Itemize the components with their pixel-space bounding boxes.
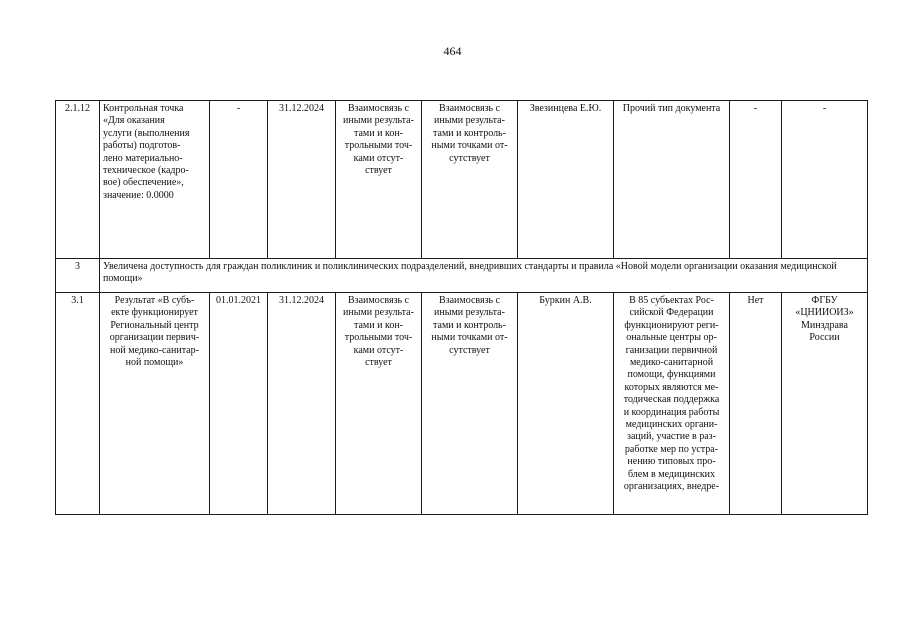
next-link-line: иными результа- [434, 115, 505, 127]
info-system-line: Минздрава [801, 319, 848, 331]
document-line: помощи, функциями [627, 369, 716, 381]
plan-table [55, 100, 868, 515]
document-line: работке мер по устра- [624, 443, 719, 455]
next-link-line: Взаимосвязь с [438, 103, 501, 114]
next-link-line: сутствует [449, 152, 490, 164]
end-date-cell: 31.12.2024 [268, 293, 336, 515]
document-line: функционируют реги- [624, 319, 719, 331]
info-system-line: ФГБУ [811, 295, 838, 306]
item-name-cell [100, 101, 210, 259]
document-line: и координация работы [623, 406, 720, 418]
table-row [56, 293, 868, 515]
prev-link-line: ствует [365, 357, 392, 369]
document-line: блем в медицинских [627, 468, 716, 480]
level-cell: Нет [730, 293, 782, 515]
prev-link-line: Взаимосвязь с [347, 103, 410, 114]
document-cell [614, 101, 730, 259]
table-row [56, 259, 868, 293]
level-cell: - [730, 101, 782, 259]
document-line: медицинских органи- [625, 419, 718, 431]
item-name-line: лено материально- [103, 152, 183, 164]
prev-link-line: трольными точ- [344, 140, 413, 152]
prev-link-line: ками отсут- [353, 152, 404, 164]
document-line: сийской Федерации [629, 307, 714, 319]
document-line: ганизации первичной [625, 344, 718, 356]
item-name-line: Региональный центр [110, 319, 199, 331]
info-system-line: «ЦНИИОИЗ» [795, 307, 854, 319]
item-name-line: работы) подготов- [103, 140, 181, 152]
next-link-line: тами и контроль- [433, 127, 506, 139]
table-row [56, 101, 868, 259]
item-name-line: Контрольная точка [103, 103, 184, 114]
info-system-line: России [809, 332, 840, 344]
document-line: В 85 субъектах Рос- [629, 295, 714, 306]
item-name-line: «Для оказания [103, 115, 165, 127]
item-name-line: значение: 0.0000 [103, 189, 174, 201]
item-name-line: ной медико-санитар- [110, 344, 199, 356]
prev-link-line: тами и кон- [354, 319, 403, 331]
document-line: Прочий тип документа [622, 103, 721, 114]
next-link-line: ными точками от- [431, 140, 508, 152]
start-date-cell: 01.01.2021 [210, 293, 268, 515]
document-line: заций, участие в раз- [627, 431, 716, 443]
next-link-cell [422, 101, 518, 259]
item-name-line: екте функционирует [111, 307, 198, 319]
prev-link-line: ками отсут- [353, 344, 404, 356]
next-link-line: иными результа- [434, 307, 505, 319]
document-line: организациях, внедре- [623, 481, 720, 493]
page-number: 464 [443, 44, 462, 58]
row-id-cell: 3.1 [56, 293, 100, 515]
document-line: нению типовых про- [627, 456, 716, 468]
section-title-cell: Увеличена доступность для граждан поликлиник и поликлинических подразделений, внедривших стандарты и правила «Новой модели организации оказания медицинской помощи» [100, 259, 868, 293]
prev-link-line: Взаимосвязь с [347, 295, 410, 306]
info-system-cell [782, 293, 868, 515]
item-name-line: ной помощи» [125, 357, 184, 369]
next-link-line: Взаимосвязь с [438, 295, 501, 306]
prev-link-line: иными результа- [343, 307, 414, 319]
prev-link-line: иными результа- [343, 115, 414, 127]
row-id-cell: 2.1.12 [56, 101, 100, 259]
row-id-cell: 3 [56, 259, 100, 293]
prev-link-line: трольными точ- [344, 332, 413, 344]
next-link-line: ными точками от- [431, 332, 508, 344]
document-line: ональные центры ор- [626, 332, 717, 344]
item-name-line: услуги (выполнения [103, 127, 190, 139]
item-name-line: техническое (кадро- [103, 165, 189, 177]
document-cell [614, 293, 730, 515]
item-name-line: организации первич- [109, 332, 200, 344]
item-name-cell [100, 293, 210, 515]
responsible-cell: Звезинцева Е.Ю. [518, 101, 614, 259]
prev-link-cell [336, 101, 422, 259]
prev-link-line: ствует [365, 165, 392, 177]
item-name-line: Результат «В субъ- [114, 295, 195, 306]
start-date-cell: - [210, 101, 268, 259]
next-link-line: сутствует [449, 344, 490, 356]
end-date-cell: 31.12.2024 [268, 101, 336, 259]
responsible-cell: Буркин А.В. [518, 293, 614, 515]
document-line: тодическая поддержка [623, 394, 720, 406]
next-link-line: тами и контроль- [433, 319, 506, 331]
prev-link-line: тами и кон- [354, 127, 403, 139]
item-name-line: вое) обеспечение», [103, 177, 184, 189]
info-system-cell: - [782, 101, 868, 259]
document-line: медико-санитарной [629, 357, 714, 369]
next-link-cell [422, 293, 518, 515]
document-line: которых являются ме- [624, 381, 719, 393]
prev-link-cell [336, 293, 422, 515]
